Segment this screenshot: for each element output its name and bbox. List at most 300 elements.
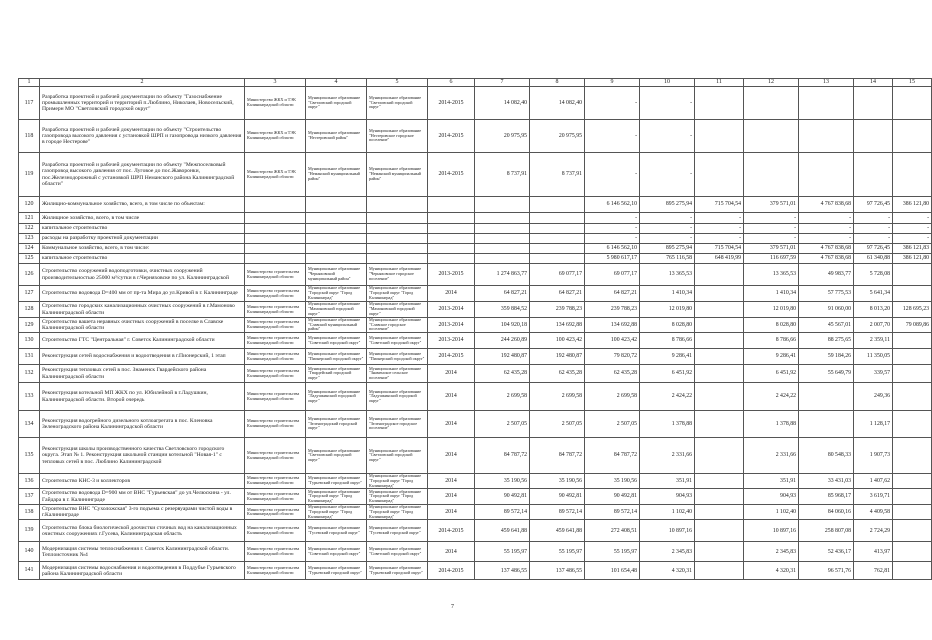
row-number-cell: 135 xyxy=(19,438,40,474)
object-name-cell: Строительство водовода D=900 мм от ВНС "Гурьевская" до ул.Челюскина - ул. Гайдара в г. Калининграде xyxy=(40,489,245,505)
table-cell xyxy=(893,562,932,580)
table-cell xyxy=(367,244,428,254)
table-cell: 89 572,14 xyxy=(585,505,640,520)
table-cell: - xyxy=(585,234,640,244)
table-cell: 97 726,45 xyxy=(854,244,893,254)
column-number-cell: 10 xyxy=(640,79,695,87)
table-cell xyxy=(854,87,893,120)
table-cell: 5 980 617,17 xyxy=(585,254,640,264)
column-number-cell: 4 xyxy=(306,79,367,87)
table-cell: 379 571,01 xyxy=(744,244,799,254)
table-cell xyxy=(695,542,744,562)
table-cell xyxy=(367,213,428,224)
table-cell: 351,91 xyxy=(744,474,799,489)
table-cell: 69 077,17 xyxy=(530,264,585,286)
table-cell: 2013-2014 xyxy=(428,318,475,333)
table-cell: - xyxy=(585,87,640,120)
table-cell xyxy=(854,120,893,153)
table-cell: 79 820,72 xyxy=(585,349,640,365)
table-cell: 4 320,31 xyxy=(640,562,695,580)
table-cell: 90 492,81 xyxy=(530,489,585,505)
table-cell: - xyxy=(744,213,799,224)
table-cell xyxy=(245,234,306,244)
column-number-cell: 1 xyxy=(19,79,40,87)
object-name-cell: Коммунальное хозяйство, всего, в том числе: xyxy=(40,244,245,254)
table-cell: 55 195,97 xyxy=(475,542,530,562)
table-cell: 2014 xyxy=(428,411,475,438)
table-cell: - xyxy=(799,213,854,224)
table-row xyxy=(19,333,932,349)
table-cell xyxy=(530,213,585,224)
table-cell: Муниципальное образование "Черняховский муниципальный район" xyxy=(306,264,367,286)
table-cell xyxy=(245,224,306,234)
table-cell: - xyxy=(744,234,799,244)
table-cell: Муниципальное образование "Советский городской округ" xyxy=(306,333,367,349)
table-cell: 69 077,17 xyxy=(585,264,640,286)
table-cell: 2014 xyxy=(428,365,475,383)
table-cell: 2013-2015 xyxy=(428,264,475,286)
table-row xyxy=(19,349,932,365)
row-number-cell: 125 xyxy=(19,254,40,264)
table-cell: 100 423,42 xyxy=(585,333,640,349)
table-cell xyxy=(695,349,744,365)
table-cell: 1 128,17 xyxy=(854,411,893,438)
object-name-cell: Строительство ГТС "Центральная" г. Советск Калининградской области xyxy=(40,333,245,349)
row-number-cell: 117 xyxy=(19,87,40,120)
table-cell: Министерство строительства Калининградской области xyxy=(245,474,306,489)
table-cell xyxy=(744,120,799,153)
table-cell: 359 884,52 xyxy=(475,302,530,318)
table-cell xyxy=(306,197,367,213)
table-cell xyxy=(695,286,744,302)
table-cell: - xyxy=(695,224,744,234)
table-cell: 895 275,94 xyxy=(640,244,695,254)
table-cell: Министерство ЖКХ и ТЭК Калининградской области xyxy=(245,153,306,197)
table-cell: 386 121,80 xyxy=(893,197,932,213)
table-cell: - xyxy=(585,213,640,224)
table-cell: - xyxy=(854,234,893,244)
table-cell: - xyxy=(640,224,695,234)
table-cell xyxy=(854,153,893,197)
table-cell: 61 340,88 xyxy=(854,254,893,264)
table-cell xyxy=(893,542,932,562)
row-number-cell: 131 xyxy=(19,349,40,365)
table-cell: Муниципальное образование "Городской округ "Город Калининград" xyxy=(306,505,367,520)
table-cell: Муниципальное образование "Зеленоградский городской округ" xyxy=(306,411,367,438)
table-cell: - xyxy=(585,224,640,234)
column-number-cell: 13 xyxy=(799,79,854,87)
table-cell: 2 724,29 xyxy=(854,520,893,542)
table-cell: 459 641,88 xyxy=(530,520,585,542)
table-cell: Министерство ЖКХ и ТЭК Калининградской области xyxy=(245,120,306,153)
table-cell: 379 571,01 xyxy=(744,197,799,213)
object-name-cell: Реконструкция котельной МП ЖКХ по ул. Юбилейной в г.Ладушкин, Калининградской области. Второй очередь xyxy=(40,383,245,411)
table-row xyxy=(19,520,932,542)
table-cell: 89 572,14 xyxy=(530,505,585,520)
table-cell: 8 737,91 xyxy=(475,153,530,197)
table-cell: 11 350,05 xyxy=(854,349,893,365)
table-cell xyxy=(475,234,530,244)
table-cell: 4 767 838,68 xyxy=(799,254,854,264)
column-number-cell: 14 xyxy=(854,79,893,87)
table-cell: - xyxy=(893,224,932,234)
row-number-cell: 128 xyxy=(19,302,40,318)
table-cell xyxy=(695,383,744,411)
table-cell xyxy=(695,438,744,474)
table-cell xyxy=(306,254,367,264)
table-cell: Министерство строительства Калининградской области xyxy=(245,383,306,411)
table-cell xyxy=(695,489,744,505)
table-cell xyxy=(893,333,932,349)
table-cell: 2014 xyxy=(428,474,475,489)
table-cell: Муниципальное образование "Городской округ "Город Калининград" xyxy=(367,505,428,520)
row-number-cell: 119 xyxy=(19,153,40,197)
table-cell xyxy=(530,254,585,264)
table-cell xyxy=(695,474,744,489)
table-cell: 8 737,91 xyxy=(530,153,585,197)
table-cell: 765 116,58 xyxy=(640,254,695,264)
object-name-cell: Строительство сооружений водоподготовки, очистных сооружений производительностью 25000 м³/сутки в г.Черняховске по ул. Калининградской xyxy=(40,264,245,286)
table-cell: 1 410,34 xyxy=(640,286,695,302)
row-number-cell: 134 xyxy=(19,411,40,438)
table-cell xyxy=(695,365,744,383)
table-cell xyxy=(695,264,744,286)
table-row xyxy=(19,197,932,213)
table-cell: 90 492,81 xyxy=(585,489,640,505)
table-cell: - xyxy=(799,224,854,234)
table-cell: Министерство строительства Калининградской области xyxy=(245,302,306,318)
table-cell: Муниципальное образование "Черняховское городское поселение" xyxy=(367,264,428,286)
table-cell: Муниципальное образование "Светловский городской округ" xyxy=(306,87,367,120)
table-cell: - xyxy=(640,234,695,244)
table-cell: Муниципальное образование "Нестеровское городское поселение" xyxy=(367,120,428,153)
table-row xyxy=(19,224,932,234)
table-cell xyxy=(893,264,932,286)
table-cell: 84 787,72 xyxy=(585,438,640,474)
object-name-cell: Строительство городских канализационных очистных сооружений в г.Мамоново Калининградской области xyxy=(40,302,245,318)
table-cell: Муниципальное образование "Городской округ "Город Калининград" xyxy=(367,286,428,302)
table-cell xyxy=(475,213,530,224)
column-number-cell: 12 xyxy=(744,79,799,87)
table-cell: 10 897,16 xyxy=(744,520,799,542)
object-name-cell: Жилищно-коммунальное хозяйство, всего, в том числе по объектам: xyxy=(40,197,245,213)
row-number-cell: 118 xyxy=(19,120,40,153)
table-cell: 1 274 863,77 xyxy=(475,264,530,286)
table-cell: 45 567,01 xyxy=(799,318,854,333)
table-cell: 2 699,58 xyxy=(475,383,530,411)
table-row xyxy=(19,383,932,411)
row-number-cell: 124 xyxy=(19,244,40,254)
row-number-cell: 139 xyxy=(19,520,40,542)
table-cell: 2 507,05 xyxy=(475,411,530,438)
table-cell: 2 359,11 xyxy=(854,333,893,349)
table-cell xyxy=(893,87,932,120)
table-cell: 97 726,45 xyxy=(854,197,893,213)
table-cell: 715 704,54 xyxy=(695,197,744,213)
table-cell xyxy=(695,120,744,153)
table-cell: 2 331,66 xyxy=(640,438,695,474)
table-row xyxy=(19,286,932,302)
table-cell xyxy=(695,87,744,120)
row-number-cell: 138 xyxy=(19,505,40,520)
row-number-cell: 122 xyxy=(19,224,40,234)
table-cell: Муниципальное образование "Гурьевский городской округ" xyxy=(367,562,428,580)
table-cell xyxy=(428,213,475,224)
table-row xyxy=(19,244,932,254)
column-number-cell: 7 xyxy=(475,79,530,87)
table-cell: 64 827,21 xyxy=(585,286,640,302)
table-cell: 4 767 838,68 xyxy=(799,244,854,254)
table-cell: 128 695,23 xyxy=(893,302,932,318)
table-cell: 85 968,17 xyxy=(799,489,854,505)
object-name-cell: Реконструкция школы производственного качества Светловского городского округа. Этап № 1. Реконструкция школьной станции котельной "Новая-1" с тепловых сетей в пос. Люблино Калининградской xyxy=(40,438,245,474)
table-cell: 239 788,23 xyxy=(530,302,585,318)
table-cell: Муниципальное образование "Мамоновский городской округ" xyxy=(367,302,428,318)
table-cell: - xyxy=(893,234,932,244)
table-cell: 258 807,08 xyxy=(799,520,854,542)
table-cell: 84 787,72 xyxy=(475,438,530,474)
column-number-cell: 8 xyxy=(530,79,585,87)
table-cell xyxy=(893,349,932,365)
table-cell xyxy=(245,197,306,213)
table-cell: Муниципальное образование "Советский городской округ" xyxy=(367,542,428,562)
table-cell xyxy=(695,153,744,197)
table-cell: Министерство строительства Калининградской области xyxy=(245,542,306,562)
table-cell: 2014-2015 xyxy=(428,349,475,365)
table-row xyxy=(19,254,932,264)
table-row xyxy=(19,489,932,505)
table-cell: 648 419,99 xyxy=(695,254,744,264)
table-row xyxy=(19,562,932,580)
table-cell: Министерство строительства Калининградской области xyxy=(245,333,306,349)
table-cell xyxy=(893,474,932,489)
table-cell: 1 378,88 xyxy=(640,411,695,438)
table-cell xyxy=(428,254,475,264)
table-cell: Муниципальное образование "Ладушкинский городской округ" xyxy=(367,383,428,411)
table-cell: 49 983,77 xyxy=(799,264,854,286)
table-cell xyxy=(695,411,744,438)
object-name-cell: расходы на разработку проектной документации xyxy=(40,234,245,244)
table-cell: - xyxy=(585,153,640,197)
column-number-cell: 6 xyxy=(428,79,475,87)
table-cell xyxy=(367,197,428,213)
table-cell: 2013-2014 xyxy=(428,302,475,318)
table-cell: 6 146 562,10 xyxy=(585,197,640,213)
table-cell: 2014-2015 xyxy=(428,87,475,120)
table-cell: Муниципальное образование "Советский городской округ" xyxy=(306,542,367,562)
table-cell xyxy=(428,244,475,254)
column-number-cell: 5 xyxy=(367,79,428,87)
table-cell: - xyxy=(893,213,932,224)
table-cell: 10 897,16 xyxy=(640,520,695,542)
table-cell: - xyxy=(640,120,695,153)
table-cell xyxy=(530,244,585,254)
row-number-cell: 136 xyxy=(19,474,40,489)
table-cell: 2014 xyxy=(428,505,475,520)
table-cell: 8 786,66 xyxy=(640,333,695,349)
table-cell: 6 146 562,10 xyxy=(585,244,640,254)
table-cell: 1 407,62 xyxy=(854,474,893,489)
table-cell: Муниципальное образование "Славский муниципальный район" xyxy=(306,318,367,333)
table-cell: 90 492,81 xyxy=(475,489,530,505)
table-cell: 2014 xyxy=(428,286,475,302)
table-cell: 1 907,73 xyxy=(854,438,893,474)
table-cell: 351,91 xyxy=(640,474,695,489)
table-cell: Министерство строительства Калининградской области xyxy=(245,520,306,542)
table-cell: Муниципальное образование "Нестеровский район" xyxy=(306,120,367,153)
table-cell: Муниципальное образование "Городской округ "Город Калининград" xyxy=(306,489,367,505)
table-cell xyxy=(799,383,854,411)
table-cell: 192 480,87 xyxy=(530,349,585,365)
table-cell: - xyxy=(695,234,744,244)
table-cell: Муниципальное образование "Пионерский городской округ" xyxy=(306,349,367,365)
table-cell xyxy=(475,224,530,234)
table-cell: Министерство строительства Калининградской области xyxy=(245,562,306,580)
table-cell xyxy=(695,562,744,580)
table-cell xyxy=(893,383,932,411)
table-cell: Муниципальное образование "Городской округ "Город Калининград" xyxy=(367,489,428,505)
table-cell: Муниципальное образование "Городской округ "Город Калининград" xyxy=(367,474,428,489)
table-cell: 84 060,16 xyxy=(799,505,854,520)
table-cell: 904,93 xyxy=(640,489,695,505)
object-name-cell: Строительство вашета неравных очистных сооружений в поселке в Славске Калининградской области xyxy=(40,318,245,333)
table-cell: 2014-2015 xyxy=(428,520,475,542)
object-name-cell: капитальное строительство xyxy=(40,254,245,264)
table-cell: 2 507,05 xyxy=(530,411,585,438)
table-cell: 55 195,97 xyxy=(585,542,640,562)
table-cell xyxy=(428,234,475,244)
column-number-cell: 15 xyxy=(893,79,932,87)
table-cell: Муниципальное образование "Светловский городской округ" xyxy=(367,87,428,120)
table-cell: Министерство строительства Калининградской области xyxy=(245,411,306,438)
table-cell xyxy=(695,302,744,318)
table-cell: 12 019,80 xyxy=(640,302,695,318)
table-cell: 137 486,55 xyxy=(475,562,530,580)
table-cell: 2014 xyxy=(428,383,475,411)
table-cell: Муниципальное образование "Гвардейский городской округ" xyxy=(306,365,367,383)
table-cell: 239 788,23 xyxy=(585,302,640,318)
table-cell: - xyxy=(744,224,799,234)
table-cell: Муниципальное образование "Неманский муниципальный район" xyxy=(306,153,367,197)
table-cell: 96 571,76 xyxy=(799,562,854,580)
table-cell xyxy=(475,197,530,213)
table-cell: 35 190,56 xyxy=(475,474,530,489)
table-cell: 5 728,08 xyxy=(854,264,893,286)
table-row xyxy=(19,505,932,520)
table-cell: 100 423,42 xyxy=(530,333,585,349)
table-cell: 2014-2015 xyxy=(428,562,475,580)
table-cell: 2 007,70 xyxy=(854,318,893,333)
table-cell: - xyxy=(640,153,695,197)
table-cell: 89 572,14 xyxy=(475,505,530,520)
table-row xyxy=(19,542,932,562)
table-cell: 134 692,88 xyxy=(530,318,585,333)
table-cell xyxy=(695,318,744,333)
object-name-cell: Разработка проектной и рабочей документации по объекту "Газоснабжение промышленных территорий и территорий п.Люблино, Николаев, Новосельский, Примерн МО "Светловский городской округ" xyxy=(40,87,245,120)
object-name-cell: Жилищное хозяйство, всего, в том числе xyxy=(40,213,245,224)
table-cell: - xyxy=(854,224,893,234)
table-row xyxy=(19,153,932,197)
row-number-cell: 132 xyxy=(19,365,40,383)
table-cell: - xyxy=(585,120,640,153)
table-cell: 2014-2015 xyxy=(428,120,475,153)
table-cell: 895 275,94 xyxy=(640,197,695,213)
table-cell xyxy=(695,505,744,520)
row-number-cell: 127 xyxy=(19,286,40,302)
table-cell: - xyxy=(640,87,695,120)
table-cell xyxy=(893,438,932,474)
table-cell: 57 775,53 xyxy=(799,286,854,302)
table-cell: 2 699,58 xyxy=(530,383,585,411)
table-row xyxy=(19,87,932,120)
table-cell xyxy=(893,286,932,302)
table-cell xyxy=(306,234,367,244)
table-cell: Министерство строительства Калининградской области xyxy=(245,505,306,520)
budget-table xyxy=(18,78,932,580)
table-cell: Муниципальное образование "Гусевский городской округ" xyxy=(367,520,428,542)
table-cell: - xyxy=(640,213,695,224)
table-cell: 715 704,54 xyxy=(695,244,744,254)
page-number: 7 xyxy=(451,604,454,610)
table-cell xyxy=(367,224,428,234)
table-cell: Муниципальное образование "Гурьевский городской округ" xyxy=(306,474,367,489)
table-cell: - xyxy=(695,213,744,224)
table-body xyxy=(19,79,932,580)
table-cell xyxy=(893,505,932,520)
table-cell: 33 431,03 xyxy=(799,474,854,489)
object-name-cell: Строительство блока биологической доочистки сточных вод на канализационных очистных сооружениях г.Гусева, Калининградская область xyxy=(40,520,245,542)
table-cell xyxy=(306,213,367,224)
table-cell: 2 345,83 xyxy=(744,542,799,562)
table-cell xyxy=(744,153,799,197)
table-cell xyxy=(893,365,932,383)
table-cell xyxy=(245,244,306,254)
table-cell xyxy=(530,234,585,244)
table-cell: 1 102,40 xyxy=(744,505,799,520)
table-cell: 55 195,97 xyxy=(530,542,585,562)
table-cell: 101 654,48 xyxy=(585,562,640,580)
table-cell: Муниципальное образование "Советский городской округ" xyxy=(367,333,428,349)
table-cell: Муниципальное образование "Славское городское поселение" xyxy=(367,318,428,333)
table-cell xyxy=(245,213,306,224)
object-name-cell: Реконструкция тепловых сетей в пос. Знаменск Гвардейского района Калининградской области xyxy=(40,365,245,383)
table-cell: 192 480,87 xyxy=(475,349,530,365)
column-number-cell: 9 xyxy=(585,79,640,87)
table-cell xyxy=(799,87,854,120)
table-cell xyxy=(799,411,854,438)
table-cell: Муниципальное образование "Гусевский городской округ" xyxy=(306,520,367,542)
table-cell: 2 507,05 xyxy=(585,411,640,438)
object-name-cell: капитальное строительство xyxy=(40,224,245,234)
table-cell: Муниципальное образование "Светловский городской округ" xyxy=(367,438,428,474)
table-row xyxy=(19,411,932,438)
table-cell: 14 082,40 xyxy=(530,87,585,120)
table-cell xyxy=(893,153,932,197)
table-cell: 20 975,95 xyxy=(475,120,530,153)
table-cell: 459 641,88 xyxy=(475,520,530,542)
table-cell xyxy=(475,254,530,264)
table-cell: 80 548,33 xyxy=(799,438,854,474)
row-number-cell: 121 xyxy=(19,213,40,224)
table-cell: 3 619,71 xyxy=(854,489,893,505)
table-cell: 2014 xyxy=(428,489,475,505)
table-cell: Министерство строительства Калининградской области xyxy=(245,438,306,474)
column-number-row xyxy=(19,79,932,87)
table-cell: 6 451,92 xyxy=(640,365,695,383)
column-number-cell: 11 xyxy=(695,79,744,87)
table-cell xyxy=(893,520,932,542)
table-cell xyxy=(367,254,428,264)
